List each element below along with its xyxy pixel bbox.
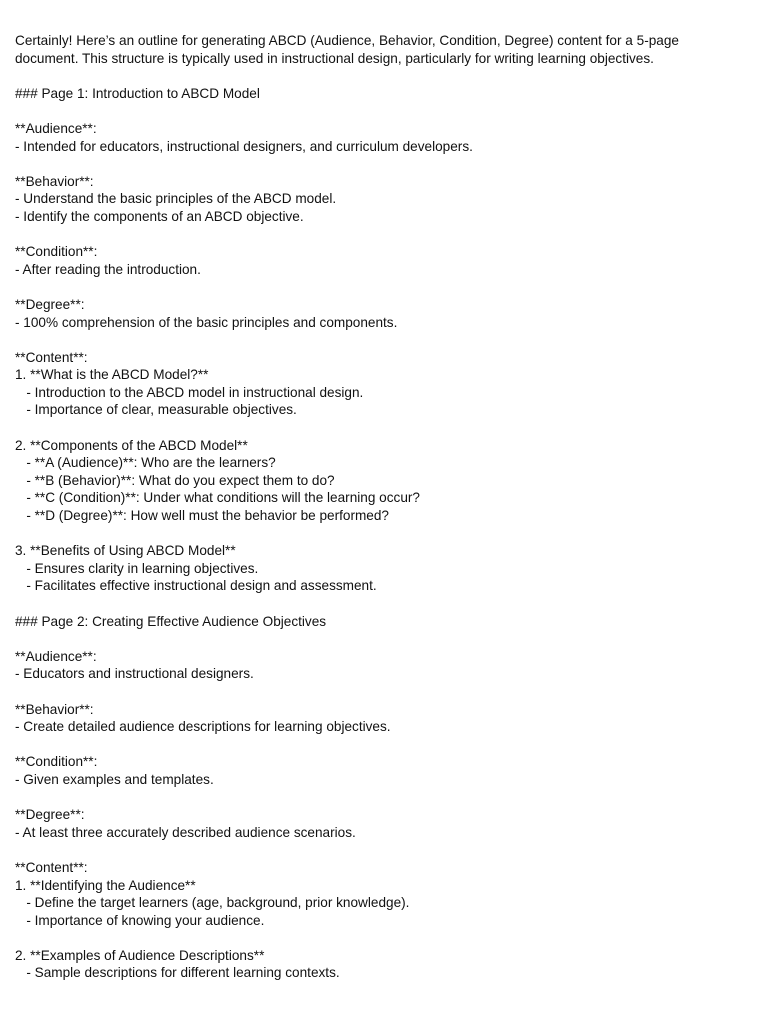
numbered-item: 2. **Examples of Audience Descriptions**	[15, 947, 265, 963]
bullet-item: - Understand the basic principles of the ABCD model.	[15, 191, 337, 207]
blank-line	[15, 683, 755, 701]
blank-line	[15, 155, 755, 173]
blank-line	[15, 278, 755, 296]
text-line: Certainly! Here’s an outline for generating ABCD (Audience, Behavior, Condition, Degree) content for a 5-page	[15, 33, 679, 48]
numbered-item: 1. **Identifying the Audience**	[15, 877, 196, 893]
bullet-item: - Facilitates effective instructional design and assessment.	[15, 578, 377, 594]
blank-line	[15, 226, 755, 244]
text-line: document. This structure is typically used in instructional design, particularly for writing learning objectives.	[15, 50, 654, 66]
bullet-item: - Given examples and templates.	[15, 771, 214, 787]
blank-line	[15, 331, 755, 349]
bullet-item: - Importance of clear, measurable objectives.	[15, 402, 297, 418]
blank-line	[15, 67, 755, 85]
bullet-item: - **C (Condition)**: Under what conditions will the learning occur?	[15, 490, 420, 506]
field-label: **Content**:	[15, 859, 88, 875]
blank-line	[15, 841, 755, 859]
blank-line	[15, 630, 755, 648]
bullet-item: - Introduction to the ABCD model in instructional design.	[15, 384, 364, 400]
field-label: **Condition**:	[15, 244, 98, 260]
field-label: **Degree**:	[15, 296, 85, 312]
blank-line	[15, 102, 755, 120]
numbered-item: 1. **What is the ABCD Model?**	[15, 367, 209, 383]
blank-line	[15, 789, 755, 807]
bullet-item: - Sample descriptions for different learning contexts.	[15, 965, 340, 981]
bullet-item: - Ensures clarity in learning objectives.	[15, 560, 259, 576]
bullet-item: - At least three accurately described audience scenarios.	[15, 824, 356, 840]
blank-line	[15, 419, 755, 437]
bullet-item: - Importance of knowing your audience.	[15, 912, 265, 928]
bullet-item: - **A (Audience)**: Who are the learners?	[15, 455, 276, 471]
blank-line	[15, 595, 755, 613]
field-label: **Content**:	[15, 349, 88, 365]
field-label: **Behavior**:	[15, 701, 94, 717]
bullet-item: - **B (Behavior)**: What do you expect them to do?	[15, 472, 335, 488]
bullet-item: - Identify the components of an ABCD objective.	[15, 208, 304, 224]
field-label: **Condition**:	[15, 754, 98, 770]
bullet-item: - 100% comprehension of the basic principles and components.	[15, 314, 398, 330]
numbered-item: 3. **Benefits of Using ABCD Model**	[15, 543, 236, 559]
section-heading: ### Page 2: Creating Effective Audience Objectives	[15, 613, 327, 629]
blank-line	[15, 736, 755, 754]
bullet-item: - Educators and instructional designers.	[15, 666, 254, 682]
blank-line	[15, 929, 755, 947]
bullet-item: - **D (Degree)**: How well must the behavior be performed?	[15, 508, 389, 524]
section-heading: ### Page 1: Introduction to ABCD Model	[15, 85, 260, 101]
field-label: **Audience**:	[15, 648, 97, 664]
bullet-item: - Define the target learners (age, background, prior knowledge).	[15, 895, 410, 911]
document-body	[15, 32, 755, 982]
field-label: **Behavior**:	[15, 173, 94, 189]
bullet-item: - After reading the introduction.	[15, 261, 201, 277]
field-label: **Audience**:	[15, 120, 97, 136]
bullet-item: - Create detailed audience descriptions for learning objectives.	[15, 719, 391, 735]
field-label: **Degree**:	[15, 807, 85, 823]
blank-line	[15, 525, 755, 543]
numbered-item: 2. **Components of the ABCD Model**	[15, 437, 248, 453]
bullet-item: - Intended for educators, instructional designers, and curriculum developers.	[15, 138, 473, 154]
